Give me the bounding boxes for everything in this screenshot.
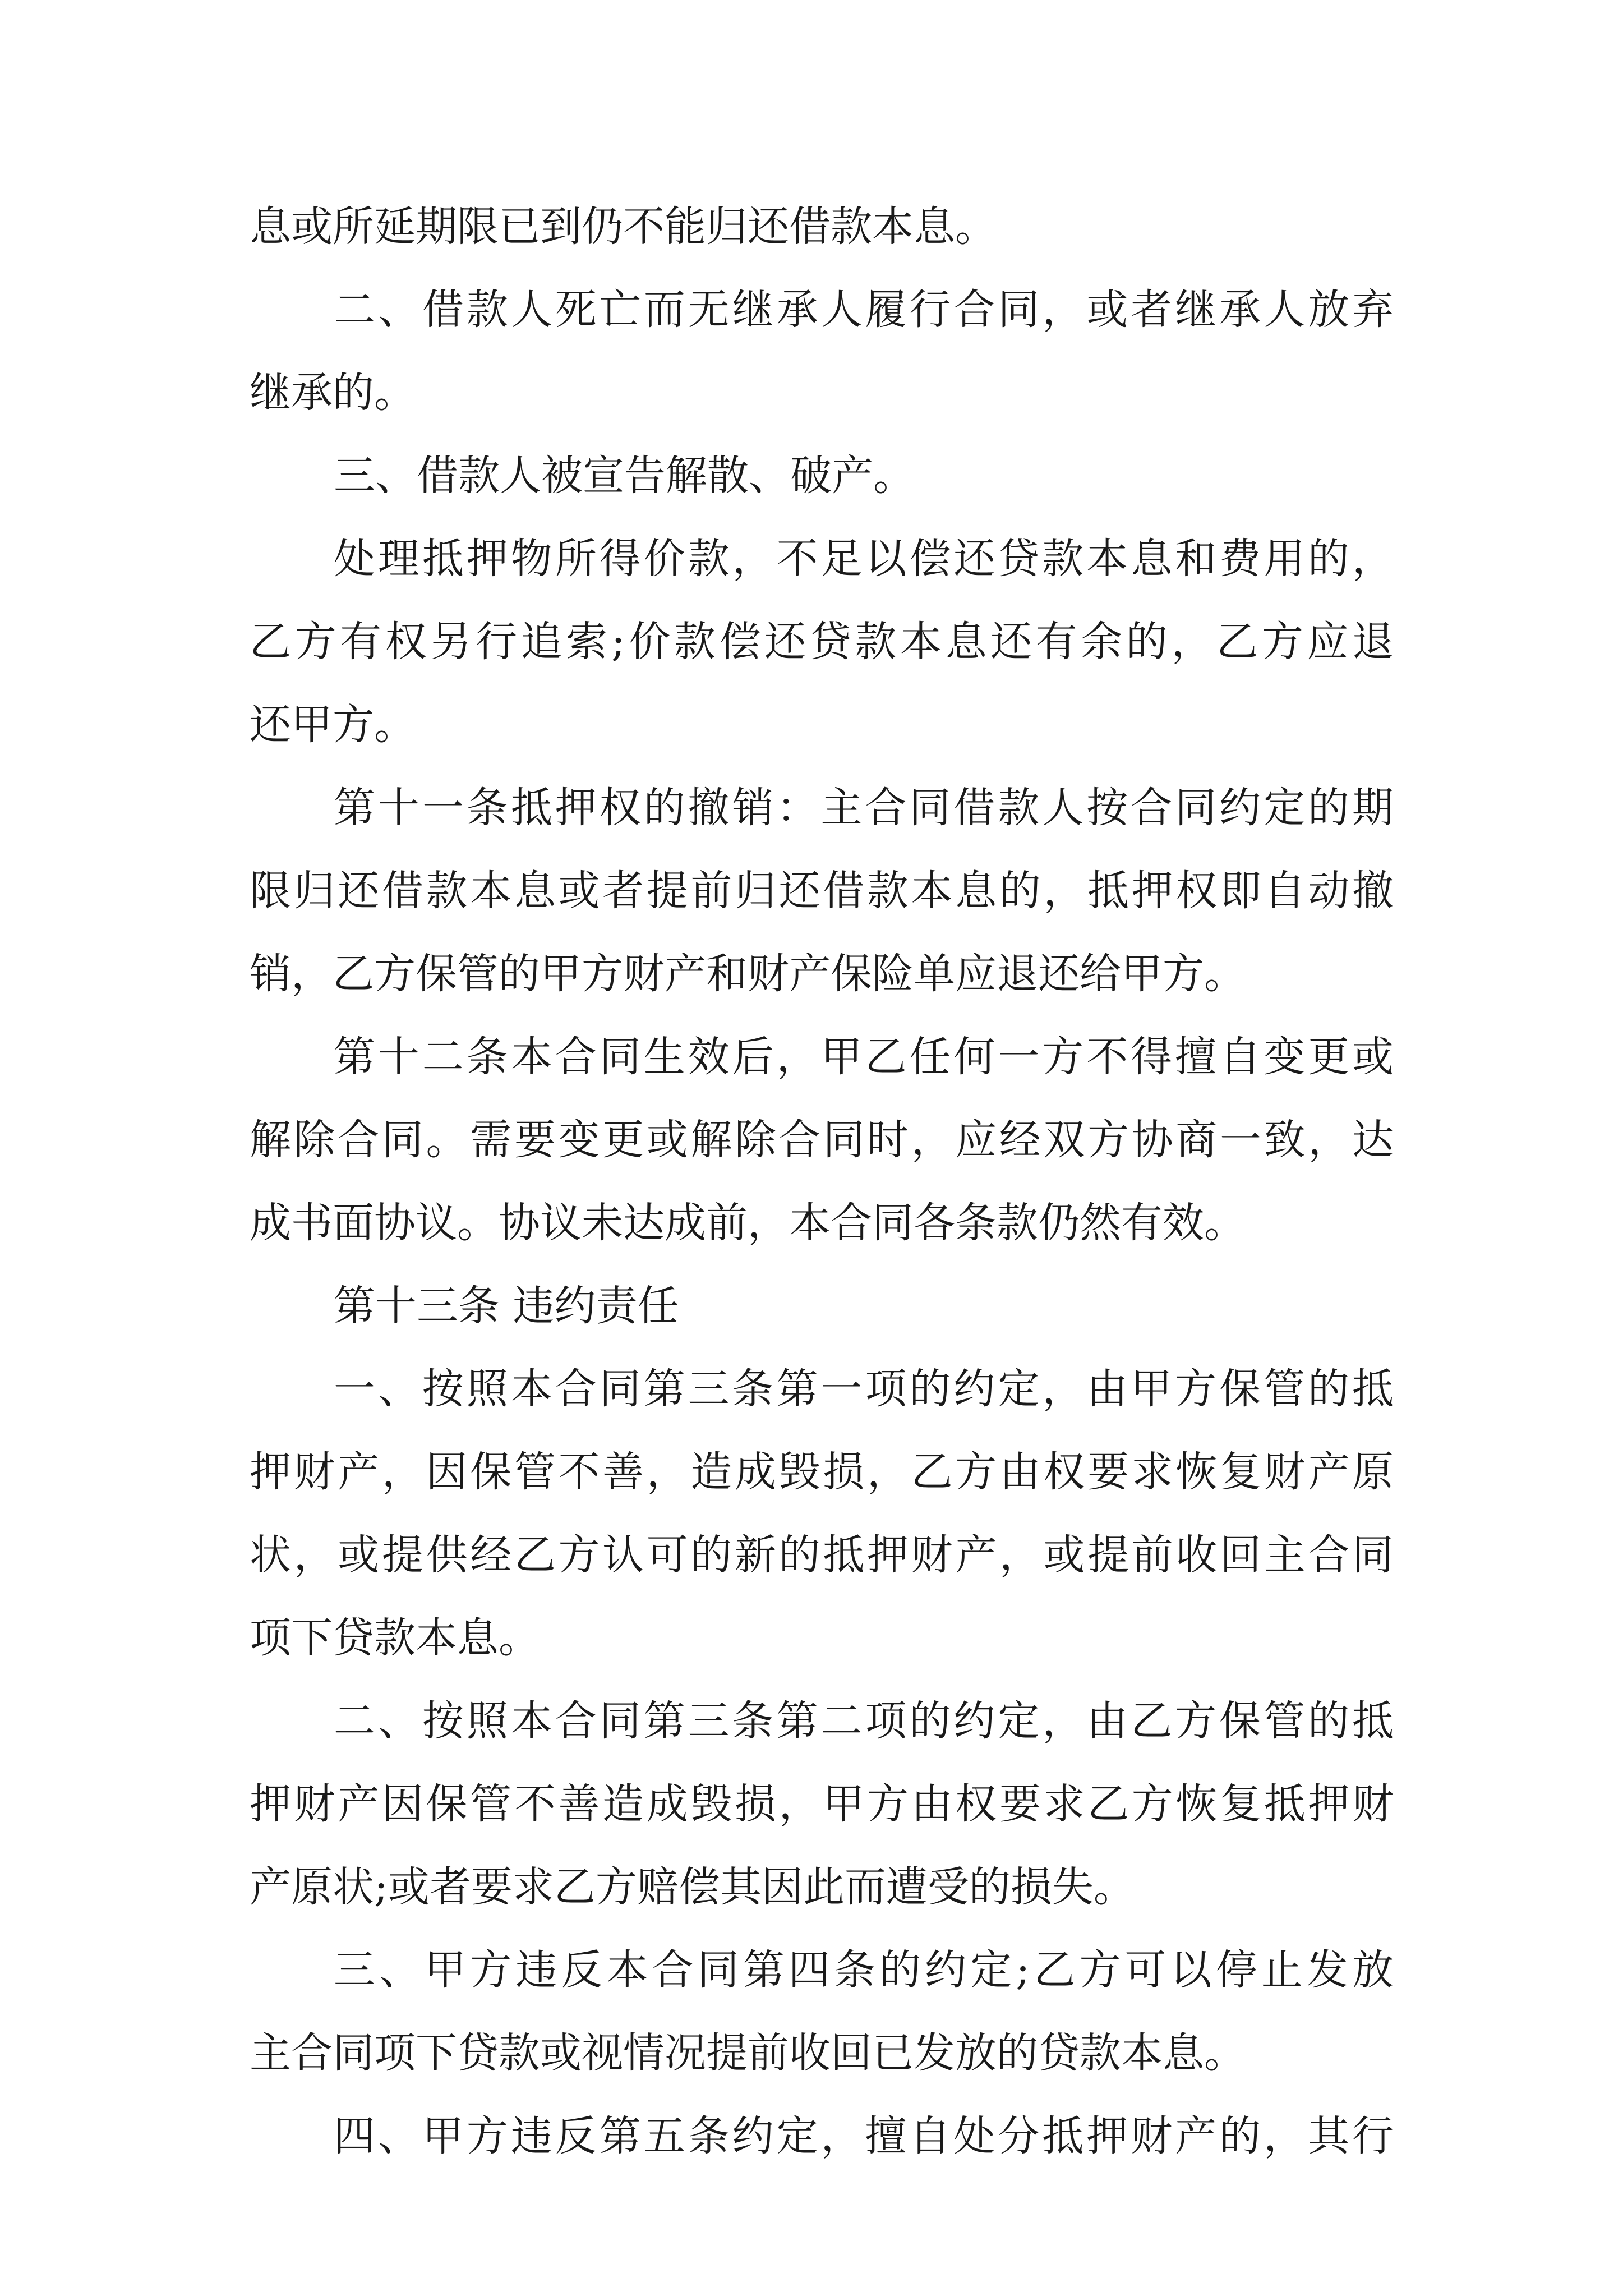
text-line: 乙方有权另行追索;价款偿还贷款本息还有余的，乙方应退 — [250, 618, 1394, 666]
text-line: 三、甲方违反本合同第四条的约定;乙方可以停止发放 — [334, 1946, 1394, 1994]
text-line: 二、按照本合同第三条第二项的约定，由乙方保管的抵 — [334, 1697, 1394, 1745]
text-line: 继承的。 — [250, 369, 416, 417]
text-line: 一、按照本合同第三条第一项的约定，由甲方保管的抵 — [334, 1365, 1394, 1413]
text-line: 息或所延期限已到仍不能归还借款本息。 — [250, 203, 997, 251]
text-line: 状，或提供经乙方认可的新的抵押财产，或提前收回主合同 — [250, 1531, 1394, 1579]
text-line: 产原状;或者要求乙方赔偿其因此而遭受的损失。 — [250, 1863, 1135, 1911]
text-line: 成书面协议。协议未达成前，本合同各条款仍然有效。 — [250, 1199, 1246, 1247]
text-line: 三、借款人被宣告解散、破产。 — [334, 452, 915, 500]
text-line: 四、甲方违反第五条约定，擅自处分抵押财产的，其行 — [334, 2112, 1394, 2160]
text-line: 限归还借款本息或者提前归还借款本息的，抵押权即自动撤 — [250, 867, 1394, 915]
text-line: 押财产，因保管不善，造成毁损，乙方由权要求恢复财产原 — [250, 1448, 1394, 1496]
text-line: 项下贷款本息。 — [250, 1614, 540, 1662]
text-line: 主合同项下贷款或视情况提前收回已发放的贷款本息。 — [250, 2029, 1246, 2077]
text-line: 第十二条本合同生效后，甲乙任何一方不得擅自变更或 — [334, 1033, 1394, 1081]
text-line: 处理抵押物所得价款，不足以偿还贷款本息和费用的， — [334, 535, 1394, 583]
text-line: 解除合同。需要变更或解除合同时，应经双方协商一致，达 — [250, 1116, 1394, 1164]
text-line: 二、借款人死亡而无继承人履行合同，或者继承人放弃 — [334, 286, 1394, 334]
text-line: 押财产因保管不善造成毁损，甲方由权要求乙方恢复抵押财 — [250, 1780, 1394, 1828]
text-line: 第十三条 违约责任 — [334, 1282, 679, 1330]
document-body — [250, 185, 1394, 2178]
text-line: 还甲方。 — [250, 701, 416, 749]
text-line: 销，乙方保管的甲方财产和财产保险单应退还给甲方。 — [250, 950, 1246, 998]
text-line: 第十一条抵押权的撤销：主合同借款人按合同约定的期 — [334, 784, 1394, 832]
